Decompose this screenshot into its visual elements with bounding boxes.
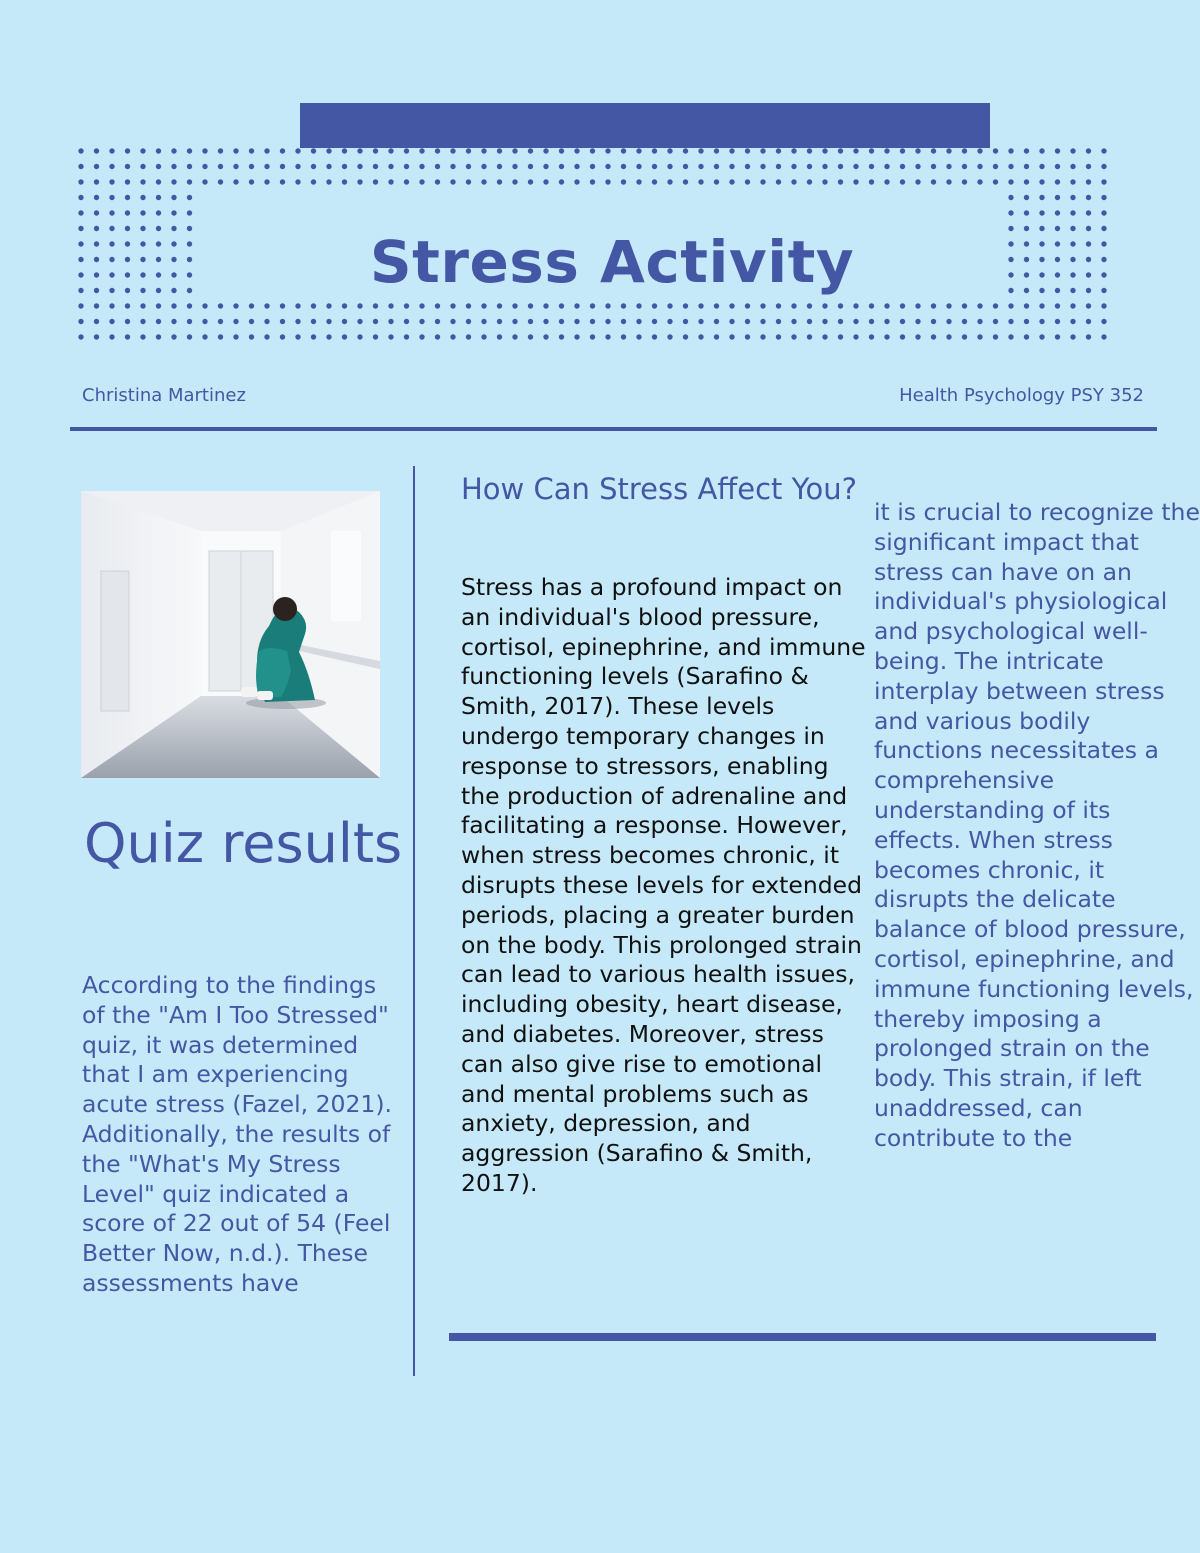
course-name: Health Psychology PSY 352 <box>899 385 1144 406</box>
quiz-results-heading: Quiz results <box>84 812 403 875</box>
column-divider <box>413 466 415 1376</box>
article-heading: How Can Stress Affect You? <box>461 472 858 506</box>
quiz-results-body: According to the findings of the "Am I Too Stressed" quiz, it was determined that I am experiencing acute stress (Fazel, 2021). Additionally, the results of the "What's My Stress Level" quiz indicated a score of 22 out of 54 (Feel Better Now, n.d.). These assessments have <box>82 971 393 1297</box>
hallway-illustration <box>81 491 380 778</box>
page-title: Stress Activity <box>369 228 855 296</box>
footer-divider <box>449 1333 1156 1341</box>
article-body: Stress has a profound impact on an individual's blood pressure, cortisol, epinephrine, and immune functioning levels (Sarafino & Smith, 2017). These levels undergo temporary changes in response to stressors, enabling the production of adrenaline and facilitating a response. However, when stress becomes chronic, it disrupts these levels for extended periods, placing a greater burden on the body. This prolonged strain can lead to various health issues, including obesity, heart disease, and diabetes. Moreover, stress can also give rise to emotional and mental problems such as anxiety, depression, and aggression (Sarafino & Smith, 2017). <box>461 573 866 1197</box>
nurse-sitting-in-hallway-photo <box>81 491 380 778</box>
author-name: Christina Martinez <box>82 385 246 406</box>
header-divider <box>70 427 1157 431</box>
header-accent-bar <box>300 103 990 148</box>
side-column-body: it is crucial to recognize the significant impact that stress can have on an individual's physiological and psychological well-being. The intricate interplay between stress and various bodily functions necessitates a comprehensive understanding of its effects. When stress becomes chronic, it disrupts the delicate balance of blood pressure, cortisol, epinephrine, and immune functioning levels, thereby imposing a prolonged strain on the body. This strain, if left unaddressed, can contribute to the <box>874 498 1200 1152</box>
